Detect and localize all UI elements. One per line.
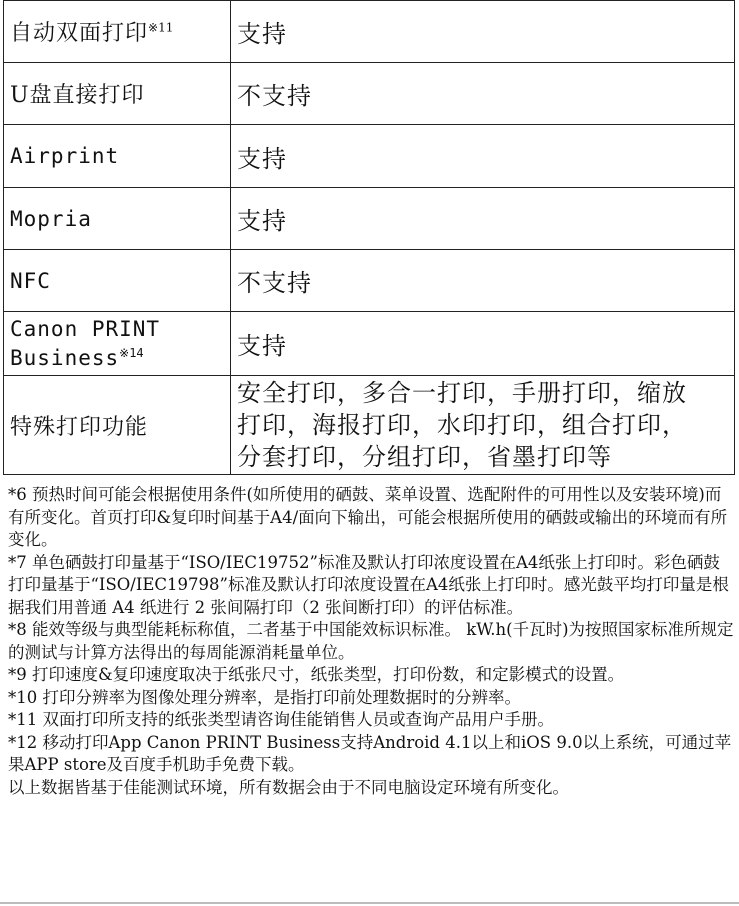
spec-key-line: Canon PRINT — [10, 317, 161, 341]
footnote-marker: ※11 — [148, 20, 174, 35]
spec-value: 不支持 — [231, 250, 735, 312]
spec-value: 支持 — [231, 188, 735, 250]
spec-value — [231, 376, 735, 475]
table-row — [4, 1, 735, 63]
footnote: *12 移动打印App Canon PRINT Business支持Android 4.1以上和iOS 9.0以上系统，可通过苹果APP store及百度手机助手免费下载。 — [8, 732, 732, 774]
spec-key — [4, 312, 231, 376]
footnote: *7 单色硒鼓打印量基于“ISO/IEC19752”标准及默认打印浓度设置在A4纸张上打印时。彩色硒鼓打印量基于“ISO/IEC19798”标准及默认打印浓度设置在A4纸张上打印时。感光鼓平均打印量是根据我们用普通 A4 纸进行 2 张间隔打印（2 张间断打印）的评估标准。 — [8, 552, 729, 617]
footnote: *9 打印速度&复印速度取决于纸张尺寸，纸张类型，打印份数，和定影模式的设置。 — [8, 665, 625, 684]
spec-value: 支持 — [231, 125, 735, 188]
spec-value: 不支持 — [231, 63, 735, 125]
table-row — [4, 376, 735, 475]
spec-value-line: 分套打印，分组打印，省墨打印等 — [237, 443, 612, 471]
spec-value-line: 打印，海报打印，水印打印，组合打印， — [237, 411, 687, 439]
spec-key: Mopria — [4, 188, 231, 250]
table-row — [4, 312, 735, 376]
spec-key — [4, 1, 231, 63]
spec-key-text: 自动双面打印 — [10, 21, 149, 46]
footnote: *6 预热时间可能会根据使用条件(如所使用的硒鼓、菜单设置、选配附件的可用性以及安装环境)而有所变化。首页打印&复印时间基于A4/面向下输出，可能会根据所使用的硒鼓或输出的环境而有所变化。 — [8, 485, 728, 549]
spec-key: Airprint — [4, 125, 231, 188]
spec-key-line: Business — [10, 346, 120, 370]
footnote: *10 打印分辨率为图像处理分辨率，是指打印前处理数据时的分辨率。 — [8, 687, 521, 707]
table-row — [4, 250, 735, 312]
footnote: *11 双面打印所支持的纸张类型请咨询佳能销售人员或查询产品用户手册。 — [8, 710, 554, 729]
table-row — [4, 63, 735, 125]
spec-key: U盘直接打印 — [4, 63, 231, 125]
footnote-marker: ※14 — [119, 346, 144, 360]
footnotes — [8, 484, 734, 799]
spec-value: 支持 — [231, 312, 735, 376]
spec-value-line: 安全打印，多合一打印，手册打印，缩放 — [237, 379, 687, 407]
spec-value: 支持 — [231, 1, 735, 63]
table-row — [4, 125, 735, 188]
spec-key: NFC — [4, 250, 231, 312]
table-row — [4, 188, 735, 250]
footnote: 以上数据皆基于佳能测试环境，所有数据会由于不同电脑设定环境有所变化。 — [8, 777, 569, 797]
divider — [0, 902, 739, 904]
spec-table — [3, 0, 735, 475]
footnote: *8 能效等级与典型能耗标称值，二者基于中国能效标识标准。 kW.h(千瓦时)为按照国家标准所规定的测试与计算方法得出的每周能源消耗量单位。 — [8, 620, 734, 662]
spec-key: 特殊打印功能 — [4, 376, 231, 475]
